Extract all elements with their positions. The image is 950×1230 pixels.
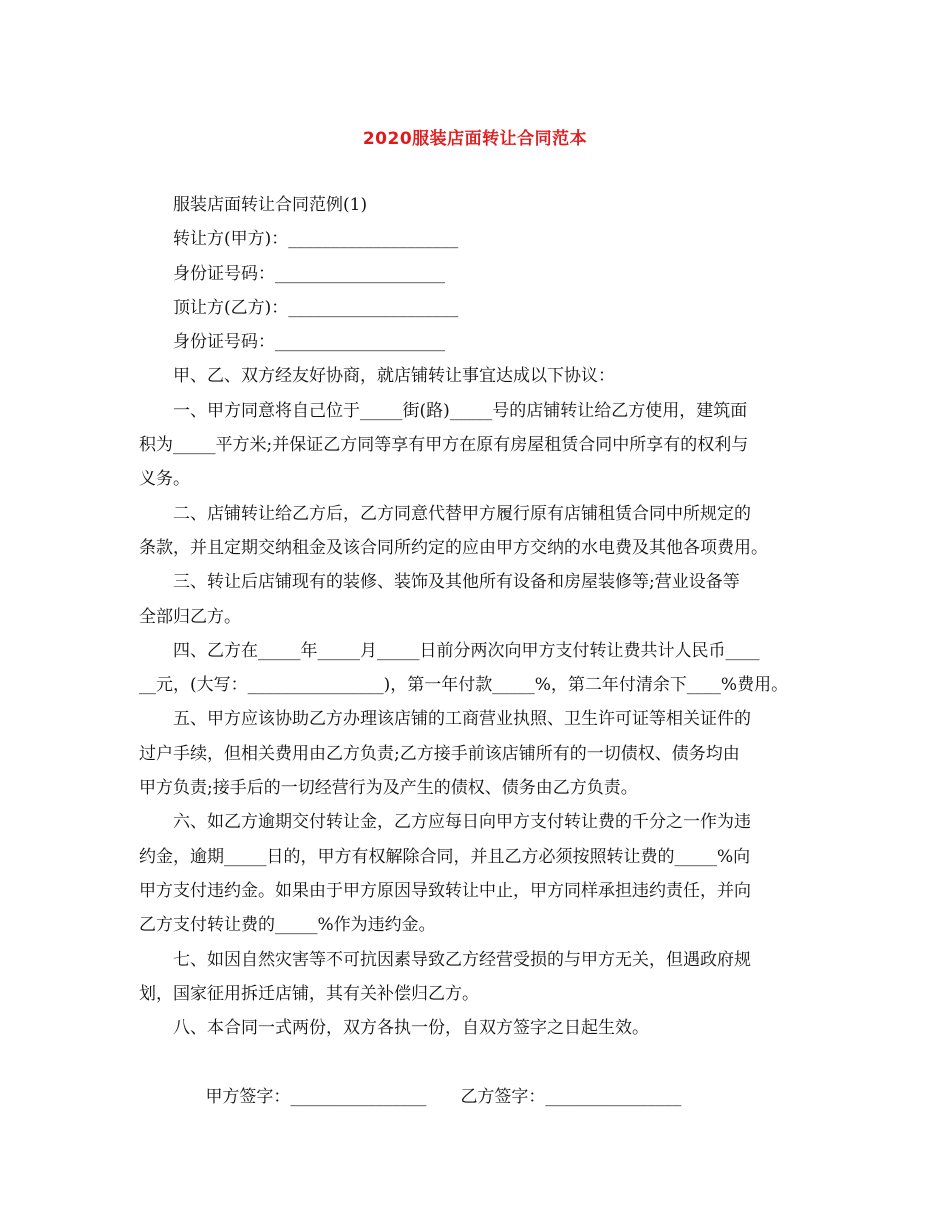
clause-line: 一、甲方同意将自己位于_____街(路)_____号的店铺转让给乙方使用，建筑面: [173, 400, 748, 421]
document-title: 2020服装店面转让合同范本: [362, 129, 588, 149]
party-b-signature: 乙方签字：________________: [460, 1086, 682, 1107]
clause-8: [139, 1011, 815, 1045]
transferor-id-field: 身份证号码：____________________: [173, 263, 445, 284]
document-body: [139, 188, 815, 1107]
clause-5: [139, 702, 815, 805]
clause-2: [139, 497, 815, 566]
clause-line: 三、转让后店铺现有的装修、装饰及其他所有设备和房屋装修等;营业设备等: [173, 572, 740, 593]
clause-line: 甲方负责;接手后的一切经营行为及产生的债权、债务由乙方负责。: [139, 778, 638, 799]
party-a-signature: 甲方签字：________________: [205, 1086, 427, 1107]
clause-3: [139, 565, 815, 634]
clause-line: 积为_____平方米;并保证乙方同等享有甲方在原有房屋租赁合同中所享有的权利与: [139, 435, 749, 456]
clause-line: 七、如因自然灾害等不可抗因素导致乙方经营受损的与甲方无关，但遇政府规: [173, 949, 751, 970]
clause-line: 六、如乙方逾期交付转让金，乙方应每日向甲方支付转让费的千分之一作为违: [173, 812, 751, 833]
clause-line: 四、乙方在_____年_____月_____日前分两次向甲方支付转让费共计人民币____: [173, 640, 760, 661]
clause-line: 约金，逾期_____日的，甲方有权解除合同，并且乙方必须按照转让费的_____%向: [139, 846, 751, 867]
clause-7: [139, 943, 815, 1012]
transferor-field: 转让方(甲方)：____________________: [173, 229, 459, 250]
signature-row: [139, 1045, 815, 1107]
clause-line: 过户手续，但相关费用由乙方负责;乙方接手前该店铺所有的一切债权、债务均由: [139, 743, 740, 764]
transferee-id-field: 身份证号码：____________________: [173, 332, 445, 353]
clause-line: 甲方支付违约金。如果由于甲方原因导致转让中止，甲方同样承担违约责任，并向: [139, 880, 751, 901]
clause-line: 条款，并且定期交纳租金及该合同所约定的应由甲方交纳的水电费及其他各项费用。: [139, 537, 768, 558]
clause-1: [139, 394, 815, 497]
clause-4: [139, 634, 815, 703]
clause-line: 义务。: [139, 469, 190, 490]
clause-6: [139, 805, 815, 942]
contract-subtitle: 服装店面转让合同范例(1): [173, 195, 368, 215]
clause-line: 八、本合同一式两份，双方各执一份，自双方签字之日起生效。: [173, 1018, 649, 1039]
clause-line: __元，(大写：________________)，第一年付款_____%，第二年付清余下____%费用。: [139, 675, 789, 696]
clause-line: 划，国家征用拆迁店铺，其有关补偿归乙方。: [139, 983, 479, 1004]
transferee-field: 顶让方(乙方)：____________________: [173, 297, 459, 318]
clause-line: 乙方支付转让费的_____%作为违约金。: [139, 915, 436, 936]
clause-line: 五、甲方应该协助乙方办理该店铺的工商营业执照、卫生许可证等相关证件的: [173, 709, 751, 730]
intro-paragraph: 甲、乙、双方经友好协商，就店铺转让事宜达成以下协议：: [173, 366, 615, 387]
clause-line: 二、店铺转让给乙方后，乙方同意代替甲方履行原有店铺租赁合同中所规定的: [173, 503, 751, 524]
clause-line: 全部归乙方。: [139, 606, 241, 627]
